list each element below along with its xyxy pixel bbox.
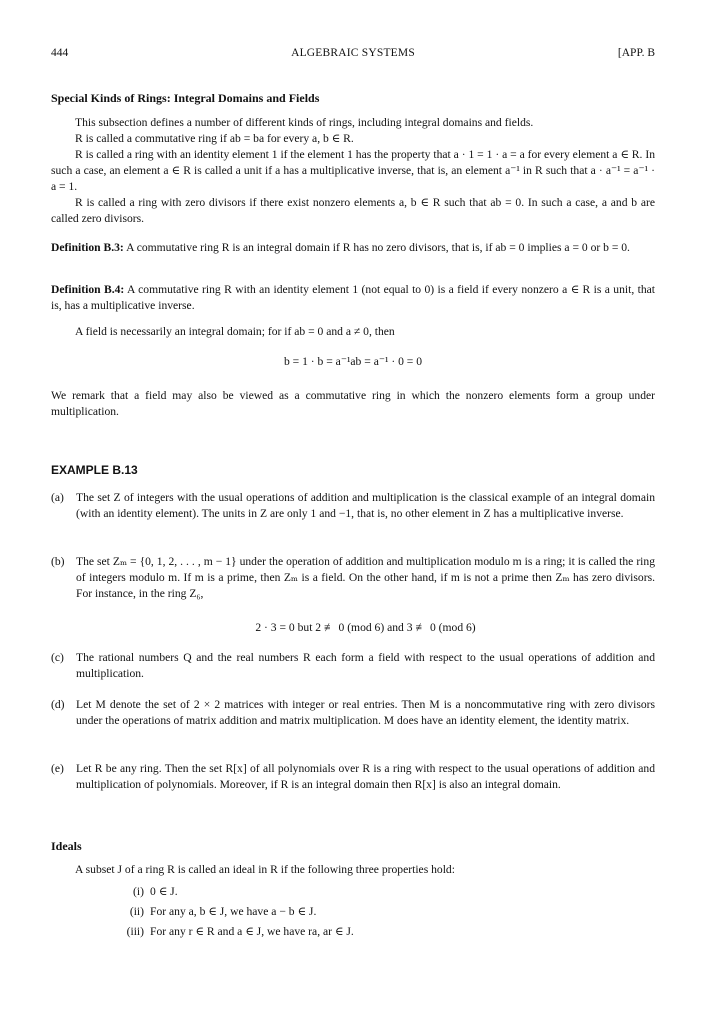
example-item-b: [51, 554, 655, 602]
example-item-c-label: (c): [51, 651, 64, 664]
example-heading: EXAMPLE B.13: [51, 463, 138, 477]
ideal-property-ii: [116, 904, 316, 920]
example-item-d-text: Let M denote the set of 2 × 2 matrices with integer or real entries. Then M is a noncommutative ring with zero divisors under the operations of matrix addition and matrix multiplication. M does have an identity element, the identity matrix.: [76, 698, 655, 727]
ideal-property-i-label: (i): [133, 885, 144, 898]
paragraph-commutative: R is called a commutative ring if ab = ba for every a, b ∈ R.: [75, 132, 354, 145]
example-item-d-label: (d): [51, 698, 65, 711]
paragraph-identity: R is called a ring with an identity element 1 if the element 1 has the property that a · 1 = 1 · a = a for every element a ∈ R. In such a case, an element a ∈ R is called a unit if a has a multiplicative inverse, that is, an element a⁻¹ in R such that a · a⁻¹ = a⁻¹ · a = 1.: [51, 148, 655, 193]
definition-b3-text: A commutative ring R is an integral domain if R has no zero divisors, that is, if ab = 0 implies a = 0 or b = 0.: [126, 241, 630, 254]
example-item-e-text: Let R be any ring. Then the set R[x] of all polynomials over R is a ring with respect to the usual operations of addition and multiplication of polynomials. Moreover, if R is an integral domain then R[x] is also an integral domain.: [76, 762, 655, 791]
paragraph-remark: We remark that a field may also be viewed as a commutative ring in which the nonzero elements form a group under multiplication.: [51, 389, 655, 418]
paragraph-zero-divisors: R is called a ring with zero divisors if there exist nonzero elements a, b ∈ R such that ab = 0. In such a case, a and b are called zero divisors.: [51, 196, 655, 225]
ideals-intro-text: A subset J of a ring R is called an ideal in R if the following three properties hold:: [75, 863, 455, 876]
example-item-e: [51, 761, 655, 793]
example-b-equation: 2 · 3 = 0 but 2 ≢ 0 (mod 6) and 3 ≢ 0 (mod 6): [255, 621, 476, 634]
example-item-b-label: (b): [51, 555, 65, 568]
example-item-c-text: The rational numbers Q and the real numbers R each form a field with respect to the usual operations of addition and multiplication.: [76, 651, 655, 680]
ideal-property-iii-text: For any r ∈ R and a ∈ J, we have ra, ar ∈ J.: [150, 925, 354, 938]
appendix-label: [APP. B: [617, 47, 655, 59]
ideal-property-ii-text: For any a, b ∈ J, we have a − b ∈ J.: [150, 905, 317, 918]
paragraph-field-domain-text: A field is necessarily an integral domain; for if ab = 0 and a ≠ 0, then: [75, 325, 395, 338]
paragraph-intro: This subsection defines a number of different kinds of rings, including integral domains and fields.: [75, 116, 534, 129]
example-item-d: [51, 697, 655, 729]
definition-b4-label: Definition B.4:: [51, 283, 125, 296]
ideal-property-ii-label: (ii): [129, 905, 144, 918]
ideal-property-iii: [116, 924, 354, 940]
definition-b4-text: A commutative ring R with an identity element 1 (not equal to 0) is a field if every nonzero a ∈ R is a unit, that is, has a multiplicative inverse.: [51, 283, 655, 312]
ideal-property-i-text: 0 ∈ J.: [150, 885, 178, 898]
example-item-b-text: The set Zₘ = {0, 1, 2, . . . , m − 1} under the operation of addition and multiplication modulo m is a ring; it is called the ring of integers modulo m. If m is a prime, then Zₘ is a field. On the other hand, if m is not a prime then Zₘ has zero divisors. For instance, in the ring Z₆,: [76, 555, 655, 600]
definition-b3-label: Definition B.3:: [51, 241, 124, 254]
running-title: ALGEBRAIC SYSTEMS: [291, 47, 415, 59]
section-heading-ideals: Ideals: [51, 839, 82, 853]
ideal-property-iii-label: (iii): [126, 925, 144, 938]
example-item-c: [51, 650, 655, 682]
section-heading-rings: Special Kinds of Rings: Integral Domains and Fields: [51, 91, 320, 105]
ideal-property-i: [116, 884, 178, 900]
example-item-a-text: The set Z of integers with the usual operations of addition and multiplication is the classical example of an integral domain (with an identity element). The units in Z are only 1 and −1, that is, no other element in Z has a multiplicative inverse.: [76, 491, 655, 520]
section-body: [51, 115, 655, 227]
running-header: [51, 47, 655, 63]
example-item-a-label: (a): [51, 491, 64, 504]
example-item-e-label: (e): [51, 762, 64, 775]
paragraph-field-domain: [51, 324, 655, 340]
definition-b4: [51, 282, 655, 314]
definition-b3: [51, 240, 655, 256]
example-item-a: [51, 490, 655, 522]
equation-field: b = 1 · b = a⁻¹ab = a⁻¹ · 0 = 0: [283, 355, 423, 368]
page-number: 444: [51, 47, 69, 59]
ideals-intro: [51, 862, 655, 878]
